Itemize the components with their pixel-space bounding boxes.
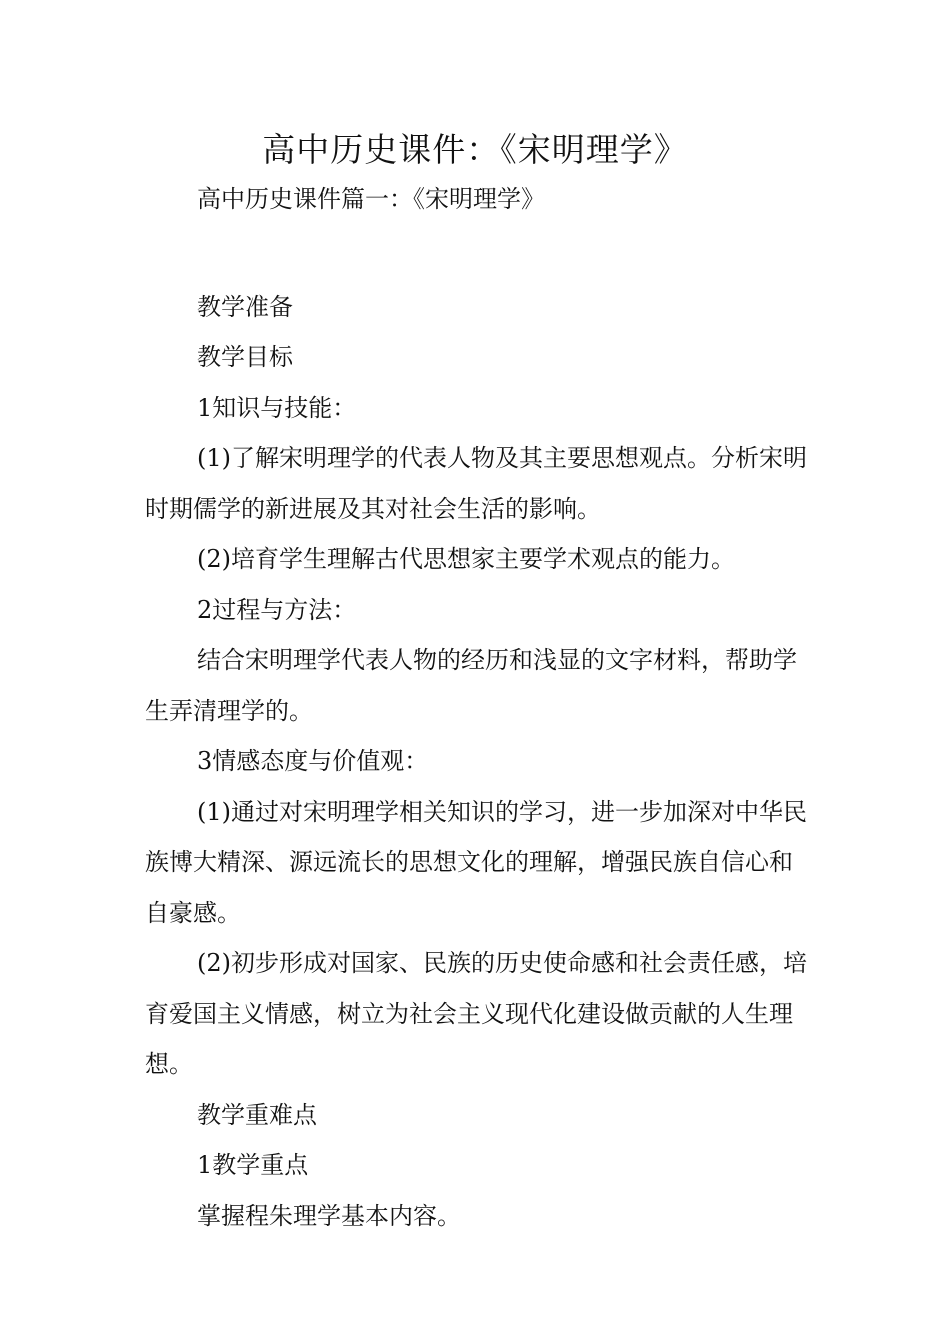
subheading-teaching-focus: 1教学重点 — [197, 1151, 309, 1179]
subheading-process-methods: 2过程与方法： — [197, 595, 357, 624]
section-heading-key-points: 教学重难点 — [197, 1100, 317, 1129]
document-subtitle: 高中历史课件篇一：《宋明理学》 — [197, 185, 545, 213]
document-body — [145, 174, 810, 1241]
blank-line — [145, 225, 810, 282]
paragraph-knowledge-1: (1)了解宋明理学的代表人物及其主要思想观点。分析宋明时期儒学的新进展及其对社会生活的影响。 — [145, 444, 807, 523]
paragraph-process: 结合宋明理学代表人物的经历和浅显的文字材料，帮助学生弄清理学的。 — [145, 646, 797, 725]
paragraph-knowledge-2: (2)培育学生理解古代思想家主要学术观点的能力。 — [197, 545, 735, 573]
subheading-attitude-values: 3情感态度与价值观： — [197, 747, 429, 775]
section-heading-preparation: 教学准备 — [197, 292, 293, 321]
subheading-knowledge-skills: 1知识与技能： — [197, 393, 357, 422]
section-heading-objectives: 教学目标 — [197, 343, 293, 371]
paragraph-attitude-2: (2)初步形成对国家、民族的历史使命感和社会责任感，培育爱国主义情感，树立为社会主义现代化建设做贡献的人生理想。 — [145, 949, 807, 1078]
paragraph-teaching-focus: 掌握程朱理学基本内容。 — [197, 1201, 461, 1230]
document-title: 高中历史课件：《宋明理学》 — [262, 130, 688, 169]
paragraph-attitude-1: (1)通过对宋明理学相关知识的学习，进一步加深对中华民族博大精深、源远流长的思想文化的理解，增强民族自信心和自豪感。 — [145, 797, 807, 927]
